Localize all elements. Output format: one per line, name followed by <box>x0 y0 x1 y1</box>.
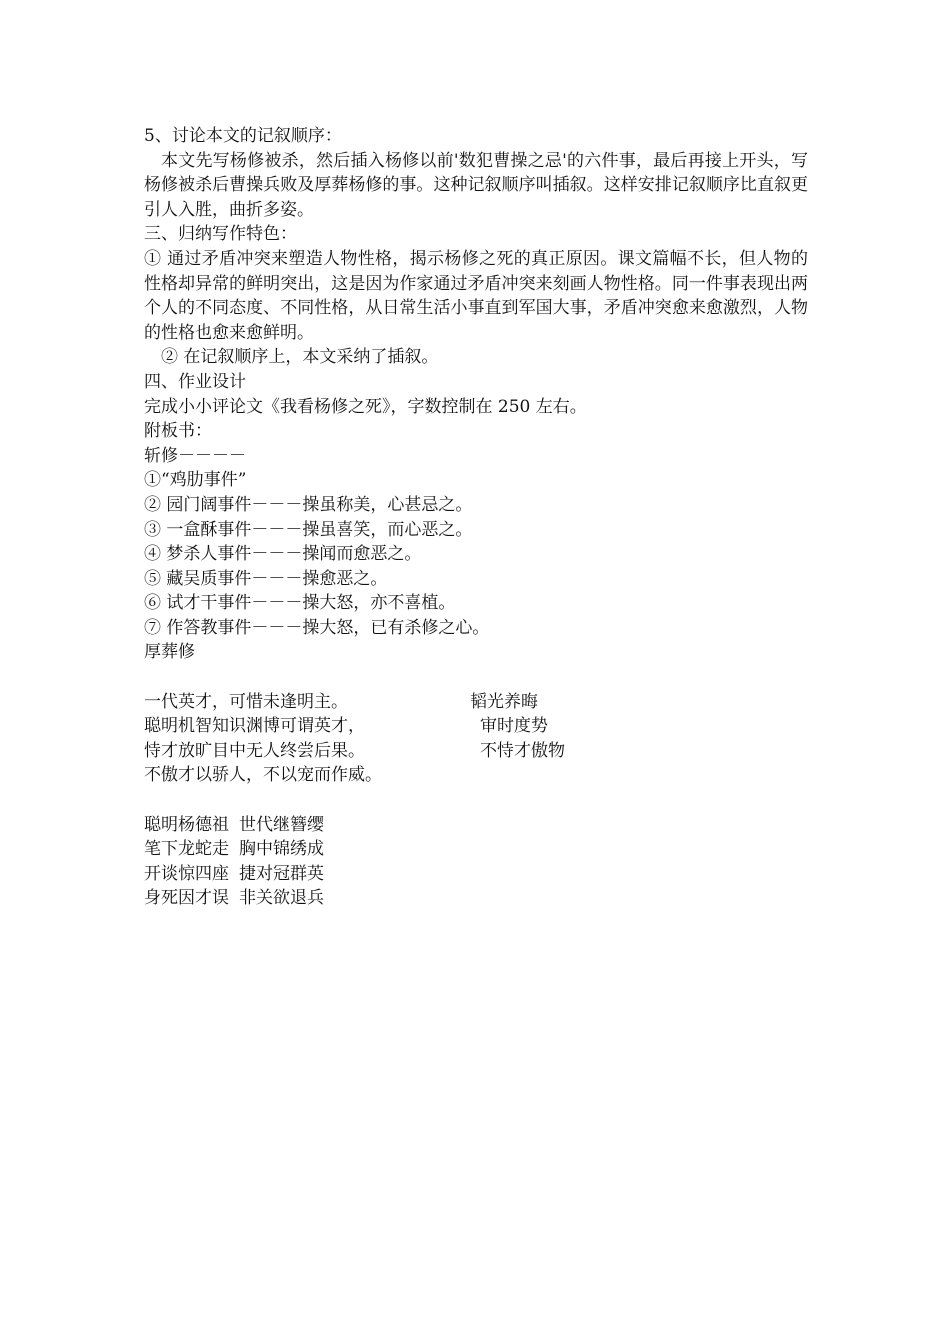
board-heading: 附板书： <box>144 421 212 442</box>
poem-line-first: 聪明杨德祖 <box>144 814 229 835</box>
poem-line-second: 世代继簪缨 <box>239 814 324 835</box>
evaluation-row <box>144 739 808 764</box>
evaluation-right: 韬光养晦 <box>470 691 538 712</box>
board-event: ④ 梦杀人事件－－－操闻而愈恶之。 <box>144 544 422 565</box>
section3-heading: 三、归纳写作特色： <box>144 224 297 245</box>
section3-point2: ② 在记叙顺序上，本文采纳了插叙。 <box>161 347 439 368</box>
poem-line-first: 笔下龙蛇走 <box>144 839 229 860</box>
section3-point1: ① 通过矛盾冲突来塑造人物性格，揭示杨修之死的真正原因。课文篇幅不长，但人物的性格却异常的鲜明突出，这是因为作家通过矛盾冲突来刻画人物性格。同一件事表现出两个人的不同态度、不同性格，从日常生活小事直到军国大事，矛盾冲突愈来愈激烈，人物的性格也愈来愈鲜明。 <box>144 248 808 343</box>
evaluation-right: 不恃才傲物 <box>480 740 565 761</box>
section5-paragraph: 本文先写杨修被杀，然后插入杨修以前'数犯曹操之忌'的六件事，最后再接上开头，写杨修被杀后曹操兵败及厚葬杨修的事。这种记叙顺序叫插叙。这样安排记叙顺序比直叙更引人入胜，曲折多姿。 <box>144 150 808 220</box>
board-end: 厚葬修 <box>144 642 195 663</box>
poem-line <box>144 813 808 838</box>
document-page <box>144 124 808 911</box>
evaluation-left: 聪明机智知识渊博可谓英才， <box>144 716 365 737</box>
poem-line-second: 非关欲退兵 <box>239 888 324 909</box>
section5-heading: 5、讨论本文的记叙顺序： <box>144 126 342 146</box>
board-event: ①“鸡肋事件” <box>144 470 247 491</box>
board-event: ⑥ 试才干事件－－－操大怒，亦不喜植。 <box>144 593 456 614</box>
poem-line-first: 开谈惊四座 <box>144 863 229 884</box>
poem-line <box>144 862 808 887</box>
section4-task: 完成小小评论文《我看杨修之死》，字数控制在 250 左右。 <box>144 396 587 417</box>
poem-line-first: 身死因才误 <box>144 888 229 909</box>
evaluation-row <box>144 690 808 715</box>
board-event: ② 园门阔事件－－－操虽称美，心甚忌之。 <box>144 494 473 515</box>
poem-line <box>144 837 808 862</box>
evaluation-left: 恃才放旷目中无人终尝后果。 <box>144 740 365 761</box>
poem-line-second: 捷对冠群英 <box>239 863 324 884</box>
evaluation-row <box>144 714 808 739</box>
board-event: ⑦ 作答教事件－－－操大怒，已有杀修之心。 <box>144 617 490 638</box>
blank-line <box>144 788 808 813</box>
poem-line-second: 胸中锦绣成 <box>239 839 324 860</box>
board-event: ③ 一盒酥事件－－－操虽喜笑，而心恶之。 <box>144 519 473 540</box>
poem-line <box>144 886 808 911</box>
blank-line <box>144 665 808 690</box>
section4-heading: 四、作业设计 <box>144 371 246 392</box>
evaluation-left: 一代英才，可惜未逢明主。 <box>144 691 348 712</box>
board-event: ⑤ 藏吴质事件－－－操愈恶之。 <box>144 568 388 589</box>
evaluation-last: 不傲才以骄人，不以宠而作威。 <box>144 765 382 786</box>
evaluation-right: 审时度势 <box>480 716 548 737</box>
board-start: 斩修－－－－ <box>144 445 246 466</box>
